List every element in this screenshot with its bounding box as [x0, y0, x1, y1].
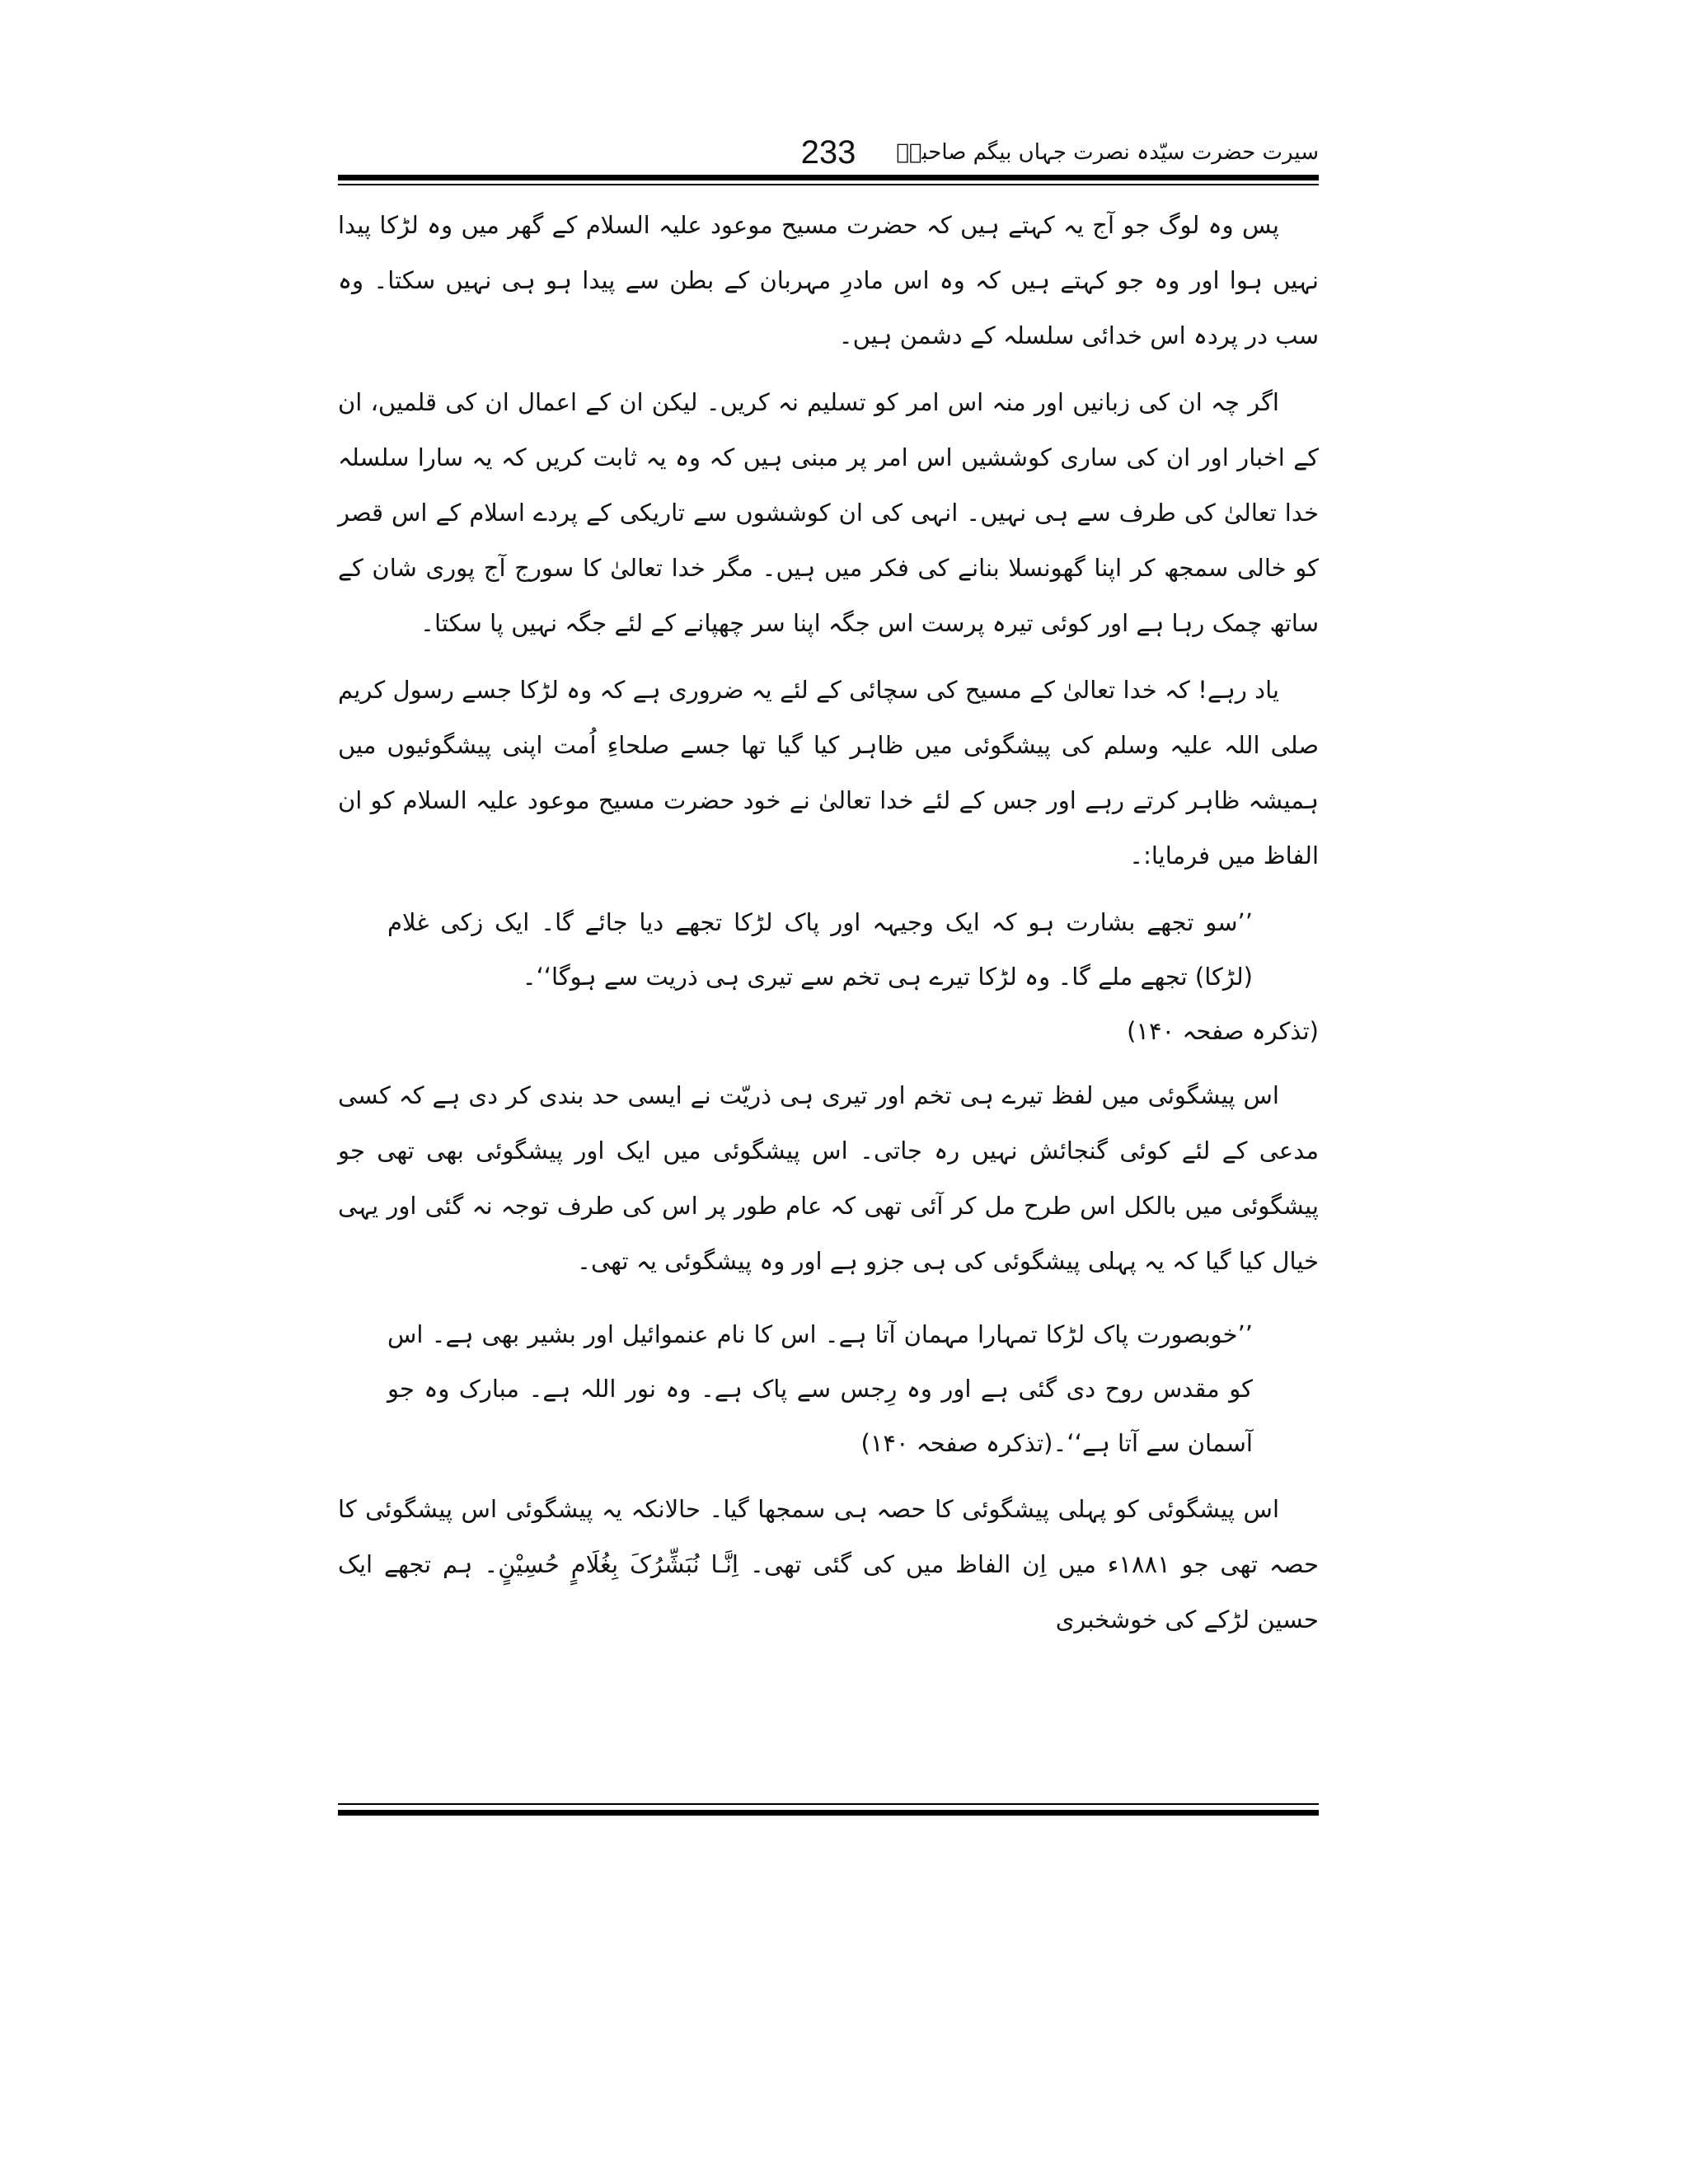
- footer-rule-thick: [338, 1810, 1319, 1816]
- arabic-verse: اِنَّـا نُبَشِّرُکَ بِغُلَامٍ حُسِيْنٍ: [498, 1550, 738, 1578]
- page-number: 233: [800, 134, 856, 171]
- block-quote-2: ’’خوبصورت پاک لڑکا تمہارا مہمان آتا ہے۔ اس کا نام عنموائیل اور بشیر بھی ہے۔ اس کو مقدس روح دی گئی ہے اور وہ رِجس سے پاک ہے۔ وہ نور اللہ ہے۔ مبارک وہ جو آسمان سے آتا ہے‘‘۔(تذکرہ صفحہ ۱۴۰): [387, 1320, 1253, 1457]
- header-rule-thick: [338, 175, 1319, 180]
- paragraph-5: [338, 1482, 1319, 1647]
- paragraph-2: اگر چہ ان کی زبانیں اور منہ اس امر کو تسلیم نہ کریں۔ لیکن ان کے اعمال ان کی قلمیں، ان کے اخبار اور ان کی ساری کوششیں اس امر پر مبنی ہیں کہ وہ یہ ثابت کریں کہ یہ سارا سلسلہ خدا تعالیٰ کی طرف سے ہی نہیں۔ انہی کی ان کوششوں سے تاریکی کے پردے اسلام کے اس قصر کو خالی سمجھ کر اپنا گھونسلا بنانے کی فکر میں ہیں۔ مگر خدا تعالیٰ کا سورج آج پوری شان کے ساتھ چمک رہا ہے اور کوئی تیرہ پرست اس جگہ اپنا سر چھپانے کے لئے جگہ نہیں پا سکتا۔: [338, 388, 1319, 637]
- paragraph-4: اس پیشگوئی میں لفظ تیرے ہی تخم اور تیری ہی ذریّت نے ایسی حد بندی کر دی ہے کہ کسی مدعی کے لئے کوئی گنجائش نہیں رہ جاتی۔ اس پیشگوئی میں ایک اور پیشگوئی بھی تھی جو پیشگوئی میں بالکل اس طرح مل کر آئی تھی کہ عام طور پر اس کی طرف توجہ نہ گئی اور یہی خیال کیا گیا کہ یہ پہلی پیشگوئی کی ہی جزو ہے اور وہ پیشگوئی یہ تھی۔: [338, 1081, 1319, 1275]
- footer-rule-thin: [338, 1803, 1319, 1805]
- block-quote-1: ’’سو تجھے بشارت ہو کہ ایک وجیہہ اور پاک لڑکا تجھے دیا جائے گا۔ ایک زکی غلام (لڑکا) تجھے ملے گا۔ وہ لڑکا تیرے ہی تخم سے تیری ہی ذریت سے ہوگا‘‘۔: [387, 908, 1253, 991]
- running-header: [338, 132, 1319, 173]
- reference-1: (تذکرہ صفحہ ۱۴۰): [1127, 1017, 1319, 1045]
- paragraph-5-text: اس پیشگوئی کو پہلی پیشگوئی کا حصہ ہی سمجھا گیا۔ حالانکہ یہ پیشگوئی اس پیشگوئی کا حصہ تھی جو ۱۸۸۱ء میں اِن الفاظ میں کی گئی تھی۔: [338, 1495, 1319, 1578]
- paragraph-3: یاد رہے! کہ خدا تعالیٰ کے مسیح کی سچائی کے لئے یہ ضروری ہے کہ وہ لڑکا جسے رسول کریم صلی اللہ علیہ وسلم کی پیشگوئی میں ظاہر کیا گیا تھا جسے صلحاءِ اُمت اپنی پیشگوئیوں میں ہمیشہ ظاہر کرتے رہے اور جس کے لئے خدا تعالیٰ نے خود حضرت مسیح موعود علیہ السلام کو ان الفاظ میں فرمایا:۔: [338, 676, 1319, 869]
- paragraph-1: پس وہ لوگ جو آج یہ کہتے ہیں کہ حضرت مسیح موعود علیہ السلام کے گھر میں وہ لڑکا پیدا نہیں ہوا اور وہ جو کہتے ہیں کہ وہ اس مادرِ مہربان کے بطن سے پیدا ہو ہی نہیں سکتا۔ وہ سب در پردہ اس خدائی سلسلہ کے دشمن ہیں۔: [338, 211, 1319, 349]
- header-rule-thin: [338, 184, 1319, 185]
- running-title: سیرت حضرت سیّدہ نصرت جہاں بیگم صاحبہؓ: [896, 140, 1319, 165]
- paragraph-5-text-continued: ۔ ہم تجھے ایک حسین لڑکے کی خوشخبری: [338, 1550, 1319, 1633]
- page-body: [338, 198, 1319, 1647]
